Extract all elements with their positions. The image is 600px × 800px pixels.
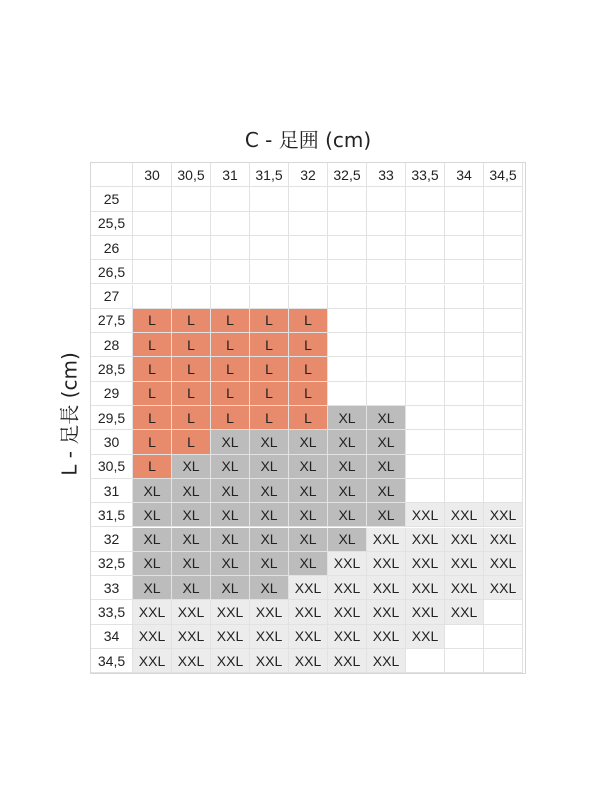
size-cell xyxy=(445,382,484,406)
size-cell xyxy=(406,455,445,479)
column-header: 30 xyxy=(133,163,172,187)
size-cell xyxy=(328,212,367,236)
size-cell xyxy=(406,430,445,454)
size-cell: L xyxy=(133,333,172,357)
size-cell: XL xyxy=(367,479,406,503)
size-cell xyxy=(484,212,523,236)
column-header: 32 xyxy=(289,163,328,187)
size-cell: L xyxy=(289,406,328,430)
size-cell: XXL xyxy=(445,503,484,527)
size-cell: XL xyxy=(172,503,211,527)
row-header: 34,5 xyxy=(91,649,133,673)
size-cell xyxy=(328,382,367,406)
size-cell: XXL xyxy=(367,649,406,673)
size-cell: L xyxy=(211,406,250,430)
row-header: 28,5 xyxy=(91,357,133,381)
row-header: 32,5 xyxy=(91,552,133,576)
size-cell xyxy=(445,357,484,381)
size-cell xyxy=(367,212,406,236)
size-cell: XL xyxy=(328,430,367,454)
size-cell xyxy=(484,260,523,284)
size-cell: L xyxy=(211,357,250,381)
size-cell: L xyxy=(133,406,172,430)
size-cell: XXL xyxy=(328,649,367,673)
size-cell: XXL xyxy=(133,625,172,649)
size-cell xyxy=(406,406,445,430)
size-cell xyxy=(406,649,445,673)
size-cell xyxy=(445,455,484,479)
size-cell xyxy=(328,187,367,211)
size-cell xyxy=(445,430,484,454)
size-cell: XL xyxy=(367,406,406,430)
size-cell: XL xyxy=(328,406,367,430)
row-header: 30,5 xyxy=(91,455,133,479)
size-cell xyxy=(445,187,484,211)
size-cell xyxy=(250,285,289,309)
size-cell: L xyxy=(133,357,172,381)
row-header: 26 xyxy=(91,236,133,260)
column-header: 34,5 xyxy=(484,163,523,187)
row-header: 29 xyxy=(91,382,133,406)
size-cell: L xyxy=(250,333,289,357)
size-cell xyxy=(367,382,406,406)
size-cell xyxy=(367,187,406,211)
size-cell: XL xyxy=(328,455,367,479)
size-cell xyxy=(445,309,484,333)
size-cell xyxy=(211,187,250,211)
size-cell xyxy=(250,212,289,236)
size-cell xyxy=(406,212,445,236)
size-cell: XL xyxy=(289,528,328,552)
size-cell: XXL xyxy=(367,625,406,649)
size-cell: XXL xyxy=(328,552,367,576)
size-cell: XL xyxy=(211,455,250,479)
size-cell: XXL xyxy=(211,625,250,649)
row-axis-title-container xyxy=(40,316,96,512)
size-cell: XXL xyxy=(289,576,328,600)
size-cell: L xyxy=(172,309,211,333)
size-cell xyxy=(367,285,406,309)
size-cell: XL xyxy=(289,503,328,527)
size-cell xyxy=(484,357,523,381)
size-cell xyxy=(484,236,523,260)
size-cell xyxy=(328,285,367,309)
size-cell: XXL xyxy=(484,503,523,527)
column-header: 32,5 xyxy=(328,163,367,187)
size-cell: L xyxy=(211,309,250,333)
size-cell xyxy=(445,333,484,357)
size-cell: XL xyxy=(133,528,172,552)
size-cell: XL xyxy=(328,503,367,527)
size-cell: XXL xyxy=(406,552,445,576)
row-header: 33,5 xyxy=(91,600,133,624)
size-cell xyxy=(484,285,523,309)
size-cell xyxy=(406,187,445,211)
size-cell: XL xyxy=(133,576,172,600)
size-cell xyxy=(172,285,211,309)
size-cell xyxy=(367,309,406,333)
size-cell: L xyxy=(172,406,211,430)
size-cell: L xyxy=(289,333,328,357)
size-cell: XL xyxy=(289,430,328,454)
size-cell xyxy=(250,236,289,260)
size-cell xyxy=(484,406,523,430)
row-header: 27,5 xyxy=(91,309,133,333)
size-cell xyxy=(289,212,328,236)
size-cell: XL xyxy=(211,552,250,576)
size-cell: XL xyxy=(172,455,211,479)
size-cell: XXL xyxy=(289,600,328,624)
size-cell: XXL xyxy=(172,625,211,649)
row-header: 25 xyxy=(91,187,133,211)
size-cell xyxy=(250,187,289,211)
row-header: 32 xyxy=(91,528,133,552)
size-cell: XXL xyxy=(406,600,445,624)
size-cell xyxy=(445,260,484,284)
size-cell xyxy=(484,333,523,357)
size-cell: L xyxy=(133,430,172,454)
size-cell: L xyxy=(250,406,289,430)
size-cell: XXL xyxy=(328,600,367,624)
column-header: 31,5 xyxy=(250,163,289,187)
column-header: 30,5 xyxy=(172,163,211,187)
size-cell: XXL xyxy=(250,649,289,673)
size-cell: L xyxy=(172,357,211,381)
size-cell xyxy=(484,309,523,333)
size-cell xyxy=(484,600,523,624)
size-cell xyxy=(445,649,484,673)
size-cell: L xyxy=(250,309,289,333)
size-cell: XXL xyxy=(445,552,484,576)
size-cell: XXL xyxy=(406,576,445,600)
size-cell xyxy=(289,187,328,211)
size-cell: XXL xyxy=(406,503,445,527)
size-cell: XL xyxy=(289,479,328,503)
size-cell: XL xyxy=(133,503,172,527)
row-header: 26,5 xyxy=(91,260,133,284)
size-cell xyxy=(367,333,406,357)
size-cell xyxy=(328,309,367,333)
size-cell: XL xyxy=(211,576,250,600)
size-cell: XXL xyxy=(211,600,250,624)
size-cell: XL xyxy=(367,503,406,527)
size-cell: XXL xyxy=(289,625,328,649)
size-cell: XL xyxy=(133,479,172,503)
size-cell xyxy=(484,382,523,406)
size-cell: XXL xyxy=(484,552,523,576)
size-cell xyxy=(406,285,445,309)
size-cell xyxy=(328,236,367,260)
size-cell xyxy=(406,382,445,406)
size-cell: L xyxy=(289,309,328,333)
size-cell xyxy=(406,309,445,333)
size-cell: XL xyxy=(211,479,250,503)
size-cell: XL xyxy=(367,430,406,454)
size-cell: XL xyxy=(211,430,250,454)
column-axis-title: C - 足囲 (cm) xyxy=(244,128,372,152)
size-cell: XXL xyxy=(133,649,172,673)
size-cell: XL xyxy=(172,479,211,503)
size-cell xyxy=(445,212,484,236)
row-header: 28 xyxy=(91,333,133,357)
size-cell xyxy=(289,260,328,284)
size-cell: XXL xyxy=(484,528,523,552)
row-header: 34 xyxy=(91,625,133,649)
size-cell xyxy=(367,236,406,260)
size-cell: XL xyxy=(250,503,289,527)
size-cell xyxy=(484,479,523,503)
size-cell: XL xyxy=(250,455,289,479)
size-cell xyxy=(445,406,484,430)
size-cell xyxy=(445,625,484,649)
size-cell xyxy=(133,212,172,236)
size-cell xyxy=(328,357,367,381)
size-cell: XXL xyxy=(328,576,367,600)
size-cell: XXL xyxy=(289,649,328,673)
size-cell: XL xyxy=(289,455,328,479)
size-cell xyxy=(133,285,172,309)
row-header: 25,5 xyxy=(91,212,133,236)
size-cell xyxy=(172,212,211,236)
corner-cell xyxy=(91,163,133,187)
size-cell: L xyxy=(133,382,172,406)
size-cell: XXL xyxy=(172,600,211,624)
size-cell: L xyxy=(133,455,172,479)
size-cell xyxy=(406,479,445,503)
size-cell xyxy=(445,479,484,503)
size-cell: XL xyxy=(211,503,250,527)
size-cell: L xyxy=(133,309,172,333)
size-cell xyxy=(406,260,445,284)
size-cell: XL xyxy=(367,455,406,479)
size-cell: XXL xyxy=(211,649,250,673)
row-header: 29,5 xyxy=(91,406,133,430)
size-cell xyxy=(484,625,523,649)
size-cell: XXL xyxy=(406,625,445,649)
size-chart-table xyxy=(90,162,526,674)
size-cell: XL xyxy=(211,528,250,552)
row-header: 31 xyxy=(91,479,133,503)
size-cell: XXL xyxy=(367,576,406,600)
size-cell xyxy=(289,285,328,309)
size-cell: XXL xyxy=(445,528,484,552)
size-cell: L xyxy=(289,382,328,406)
size-cell xyxy=(406,236,445,260)
size-cell xyxy=(328,260,367,284)
size-cell: L xyxy=(172,333,211,357)
size-cell: L xyxy=(172,382,211,406)
size-cell: XL xyxy=(250,528,289,552)
column-header: 33,5 xyxy=(406,163,445,187)
size-cell xyxy=(172,187,211,211)
size-cell xyxy=(406,333,445,357)
size-cell xyxy=(484,187,523,211)
size-cell xyxy=(172,260,211,284)
size-cell: XL xyxy=(328,528,367,552)
column-header: 34 xyxy=(445,163,484,187)
size-cell: XXL xyxy=(328,625,367,649)
size-cell: L xyxy=(211,333,250,357)
column-header: 33 xyxy=(367,163,406,187)
row-header: 31,5 xyxy=(91,503,133,527)
size-cell: XXL xyxy=(367,552,406,576)
size-cell xyxy=(211,236,250,260)
size-cell: XXL xyxy=(172,649,211,673)
size-cell xyxy=(133,236,172,260)
size-cell xyxy=(367,357,406,381)
size-cell: XL xyxy=(328,479,367,503)
size-cell: L xyxy=(211,382,250,406)
size-cell: XXL xyxy=(367,528,406,552)
size-cell xyxy=(133,260,172,284)
row-axis-title: L - 足長 (cm) xyxy=(57,352,82,476)
size-cell xyxy=(172,236,211,260)
size-cell: XL xyxy=(172,552,211,576)
size-cell: XXL xyxy=(250,600,289,624)
size-cell xyxy=(484,430,523,454)
row-header: 33 xyxy=(91,576,133,600)
row-header: 30 xyxy=(91,430,133,454)
size-cell xyxy=(211,212,250,236)
size-cell: L xyxy=(289,357,328,381)
size-cell: XL xyxy=(289,552,328,576)
size-cell xyxy=(406,357,445,381)
column-header: 31 xyxy=(211,163,250,187)
size-cell: XL xyxy=(250,552,289,576)
size-cell xyxy=(367,260,406,284)
size-cell: XXL xyxy=(133,600,172,624)
size-cell: XXL xyxy=(484,576,523,600)
size-cell xyxy=(484,455,523,479)
size-cell xyxy=(133,187,172,211)
row-header: 27 xyxy=(91,285,133,309)
size-cell xyxy=(445,285,484,309)
size-cell: XL xyxy=(172,576,211,600)
size-cell xyxy=(289,236,328,260)
size-cell: XXL xyxy=(445,576,484,600)
size-cell: XXL xyxy=(406,528,445,552)
size-cell: XXL xyxy=(445,600,484,624)
size-cell: XL xyxy=(250,576,289,600)
size-cell xyxy=(250,260,289,284)
size-cell: XL xyxy=(250,430,289,454)
size-cell xyxy=(484,649,523,673)
size-cell: XL xyxy=(250,479,289,503)
size-cell: XXL xyxy=(367,600,406,624)
size-cell: L xyxy=(250,382,289,406)
size-cell: XL xyxy=(172,528,211,552)
size-cell xyxy=(211,260,250,284)
size-cell: L xyxy=(172,430,211,454)
size-cell xyxy=(445,236,484,260)
size-cell xyxy=(328,333,367,357)
size-cell: XXL xyxy=(250,625,289,649)
size-cell: XL xyxy=(133,552,172,576)
size-cell xyxy=(211,285,250,309)
size-cell: L xyxy=(250,357,289,381)
